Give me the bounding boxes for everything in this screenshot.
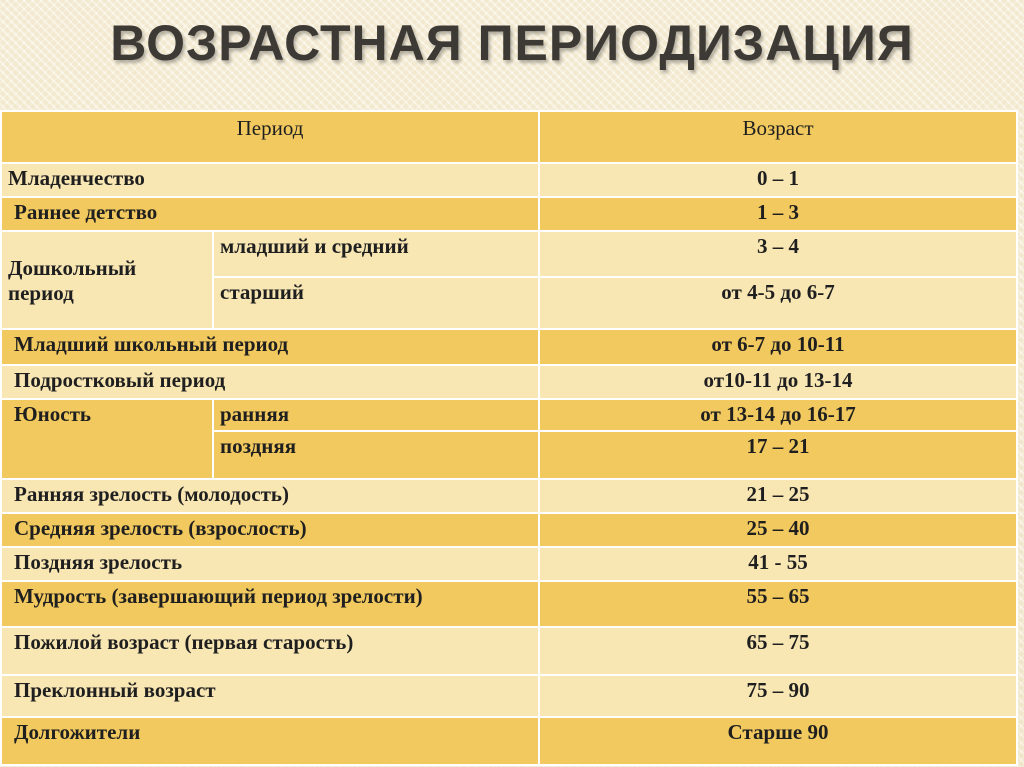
table-row (1, 479, 1017, 513)
table-row (1, 163, 1017, 197)
table-row (1, 399, 1017, 431)
slide-title: ВОЗРАСТНАЯ ПЕРИОДИЗАЦИЯ (110, 15, 914, 71)
age-cell: 17 – 21 (539, 431, 1017, 479)
age-cell: Старше 90 (539, 717, 1017, 765)
table-row (1, 365, 1017, 399)
header-age: Возраст (539, 111, 1017, 163)
table-row (1, 627, 1017, 675)
period-cell: Мудрость (завершающий период зрелости) (1, 581, 539, 627)
age-cell: 65 – 75 (539, 627, 1017, 675)
period-cell: Ранняя зрелость (молодость) (1, 479, 539, 513)
table-row (1, 329, 1017, 365)
age-cell: 25 – 40 (539, 513, 1017, 547)
table-row (1, 675, 1017, 717)
period-cell: Подростковый период (1, 365, 539, 399)
periodization-table (0, 110, 1018, 766)
period-cell: Средняя зрелость (взрослость) (1, 513, 539, 547)
table-row (1, 231, 1017, 277)
period-cell: Юность (1, 399, 213, 479)
subperiod-cell: ранняя (213, 399, 539, 431)
age-cell: 0 – 1 (539, 163, 1017, 197)
age-cell: от 6-7 до 10-11 (539, 329, 1017, 365)
period-cell: Дошкольный период (1, 231, 213, 329)
subperiod-cell: старший (213, 277, 539, 329)
period-cell: Преклонный возраст (1, 675, 539, 717)
age-cell: от10-11 до 13-14 (539, 365, 1017, 399)
age-cell: 55 – 65 (539, 581, 1017, 627)
period-cell: Долгожители (1, 717, 539, 765)
age-cell: 1 – 3 (539, 197, 1017, 231)
period-cell: Младший школьный период (1, 329, 539, 365)
period-cell: Раннее детство (1, 197, 539, 231)
table-header-row (1, 111, 1017, 163)
period-cell: Младенчество (1, 163, 539, 197)
age-cell: от 4-5 до 6-7 (539, 277, 1017, 329)
table-row (1, 513, 1017, 547)
table-row (1, 547, 1017, 581)
age-cell: 75 – 90 (539, 675, 1017, 717)
period-cell: Поздняя зрелость (1, 547, 539, 581)
age-cell: 3 – 4 (539, 231, 1017, 277)
header-period: Период (1, 111, 539, 163)
subperiod-cell: младший и средний (213, 231, 539, 277)
periodization-table-container (0, 110, 1024, 767)
age-cell: 21 – 25 (539, 479, 1017, 513)
period-cell: Пожилой возраст (первая старость) (1, 627, 539, 675)
subperiod-cell: поздняя (213, 431, 539, 479)
age-cell: от 13-14 до 16-17 (539, 399, 1017, 431)
age-cell: 41 - 55 (539, 547, 1017, 581)
table-row (1, 197, 1017, 231)
table-row (1, 717, 1017, 765)
table-row (1, 581, 1017, 627)
